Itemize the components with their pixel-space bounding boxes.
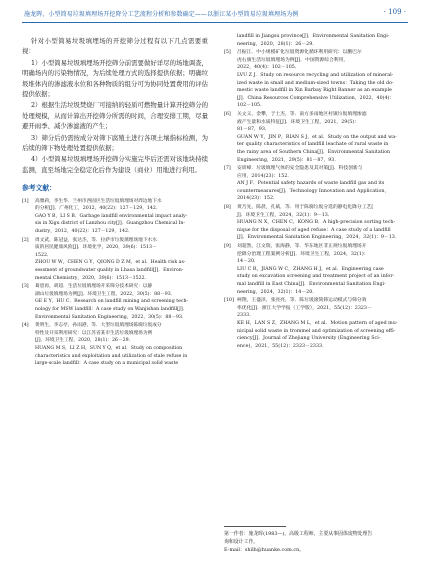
reference-text: mestic waste landfill in Xin Barbay Right Banner as an example — [237, 88, 392, 94]
reference-text: 吕振江．中小规模矿化垃圾资源化循环利用研究：以鹏巴尔 — [237, 50, 362, 56]
reference-text: neering，2020，28(1)：26－29． — [237, 41, 318, 47]
reference-text: sessment of groundwater quality in Lhasa landfill[J]．Environ- — [35, 268, 184, 274]
reference-item — [22, 237, 208, 283]
reference-number: [10] — [224, 298, 234, 304]
reference-text: nicipal solid waste in trommel and optimization of screening effi- — [237, 328, 396, 334]
reference-item — [224, 204, 410, 242]
paragraph: 针对小型简易垃圾填埋场的开挖筛分过程有以下几点需要重视： — [22, 37, 208, 56]
reference-text: landfill in Jiangsu province[J]．Environmental Sanitation Engi- — [237, 34, 390, 39]
reference-text: [J]．China Resources Comprehensive Utilization，2022，40(4)： — [237, 95, 395, 101]
reference-number: [8] — [224, 205, 231, 211]
reference-text: countermeasures[J]．Technology Innovation and Application， — [237, 188, 390, 194]
reference-text: 的分析[J]．广州化工，2012，40(22)：127－129，142． — [35, 206, 161, 212]
reference-item — [224, 297, 410, 350]
reference-text: 2022，40(4)：102－105． — [237, 65, 300, 71]
reference-number: [9] — [224, 244, 231, 250]
references-heading: 参考文献： — [22, 184, 56, 193]
running-header — [22, 4, 408, 23]
reference-item — [224, 165, 410, 203]
reference-number: [2] — [22, 237, 29, 243]
reference-item — [224, 49, 410, 110]
reference-list — [22, 198, 208, 368]
reference-text: ciency[J]．Journal of Zhejiang University (Engineering Sci- — [237, 336, 381, 342]
reference-text: LIU C R，JIANG W C，ZHANG H J，et al．Engineering case — [237, 266, 384, 272]
reference-item — [22, 322, 208, 368]
footnote-line: 第一作者：施龙晖(1983—)，高级工程师，主要从事固体废物处理告 — [224, 531, 373, 537]
reference-text: 关文义，金攀，于土杰，等．南方多雨地区村镇垃圾填埋渗滤 — [237, 111, 367, 117]
reference-item — [22, 198, 208, 236]
reference-text: GUAN W Y，JIN P，RIAN S J，et al．Study on the output and wa- — [237, 134, 397, 140]
reference-text: ized waste in small and medium-sized towns：Taking the old do- — [237, 80, 394, 86]
reference-text: 刘超然，江文瑞，张海静，等．华东地区非正规垃圾填埋场开 — [237, 244, 367, 250]
left-column — [22, 36, 208, 369]
reference-text: 周文武，陈冠益，张达杰，等．拉萨市垃圾填埋场地下水水 — [35, 237, 157, 243]
reference-number: [4] — [22, 323, 29, 329]
reference-item — [224, 111, 410, 164]
reference-text: ZHOU W W，CHEN G Y，QIONG D Z M，et al．Health risk as- — [35, 260, 186, 266]
reference-text: 黄明生，李志亭，孙雨港，等．大型垃圾填埋场陈腐垃圾成分 — [35, 323, 162, 329]
reference-text: large-scale landfill：A case study on a municipal solid waste — [35, 361, 179, 367]
footnote-line: 询和设计工作。 — [224, 539, 259, 545]
reference-text: [J]．Environmental Sanitation Engineering，2024，32(1)：9－13． — [237, 235, 400, 241]
reference-text: 虎右旗生活垃圾填埋场为例[J]．中国资源综合利用， — [237, 57, 349, 63]
reference-text: 应用，2014(23)：152． — [237, 173, 293, 179]
reference-text: Environmental Sanitation Engineering，2022，30(5)：88－93． — [35, 314, 187, 320]
footnote-divider — [224, 526, 286, 527]
reference-text: KE H，LAN S Z，ZHANG M L，et al．Motion pattern of aged mu- — [237, 320, 398, 326]
reference-text: 质的居民健康风险[J]．环境化学，2020，39(6)：1513－ — [35, 245, 157, 251]
reference-text: 湖山垃圾填埋场为例[J]．环境卫生工程，2022，30(5)：88－93． — [35, 291, 176, 297]
reference-text: GE E Y，HU C．Research on landfill mining and screening tech- — [35, 299, 189, 305]
reference-list — [224, 33, 410, 350]
reference-text: neering，2024，32(1)：14－20． — [237, 289, 318, 295]
reference-text: LVU Z J．Study on resource recycling and utilization of mineral- — [237, 72, 394, 78]
reference-text: mental Chemistry，2020，39(6)：1513－1522． — [35, 275, 150, 281]
reference-text: study on excavation screening and treatment project of an infor- — [237, 274, 395, 280]
reference-text: 柯翔，王盛泽，张亮亮，等．陈垃圾滚筒筛运动模式与筛分效 — [237, 298, 367, 304]
reference-text: nique for the disposal of aged refuse：A case study of a landfill — [237, 227, 391, 233]
reference-text: [J]．环境卫生工程，2020，28(1)：26－29． — [35, 338, 134, 344]
reference-number: [6] — [224, 111, 231, 117]
reference-text: HUANG M S，LI Z H，SUN Y Q，et al．Study on composition — [35, 345, 183, 351]
paragraph: 4）小型简易垃圾填埋场开挖筛分实施完毕后还需对该地块持续监测，直至场地完全稳定化后作为建设（商业）用地进行利用。 — [22, 155, 208, 174]
reference-text: 102－105． — [237, 103, 265, 109]
running-header-title: 施龙晖，小型简易垃圾填埋场开挖降分工艺流程分析和参数确定——以浙江某小型简易垃圾填埋场为例 — [24, 11, 299, 18]
reference-item — [22, 283, 208, 321]
reference-text: sis in Xigu district of Lanzhou city[J]．Guangzhou Chemical In- — [35, 221, 185, 227]
reference-text: 14－20． — [237, 259, 259, 265]
reference-number: [5] — [224, 50, 231, 56]
reference-text: the rainy area of Southern China[J]．Environmental Sanitation — [237, 149, 391, 155]
reference-text: 安训峰．垃圾填埋气体的安全隐患及其对策[J]．科技创新与 — [237, 166, 363, 172]
author-footnote — [224, 530, 410, 554]
paragraph: 3）筛分后仍需按成分对筛下腐殖土进行各项土壤指标检测，为后续的筛下物处理处置提供依据； — [22, 133, 208, 153]
reference-text: characteristics and exploitation and utilization of stale refuse in — [35, 353, 188, 359]
reference-text: nology for MSW landfill：A case study on Wanjishan landfill[J]． — [35, 307, 188, 312]
reference-text: 高雅莉，李生华．兰州市西固区生活垃圾填埋场对周边地下水 — [35, 198, 162, 204]
paragraph: 2）根据生活垃圾焚烧厂可接纳的轻质可燃物量计算开挖筛分的处理规模，从而计算出开挖筛分所需的时间，合理安排工期，尽量避开雨季、减少渗滤液的产生； — [22, 101, 208, 131]
reference-text: GAO Y B，LI S B．Garbage landfill environmental impact analy- — [35, 213, 188, 219]
reference-text: 率优化[J]．浙江大学学报（工学版），2021，55(12)：2323－ — [237, 305, 372, 311]
reference-number: [7] — [224, 166, 231, 172]
reference-text: 液产生量和水质特征[J]．环境卫生工程，2021，29(5)： — [237, 119, 359, 125]
paragraph: 1）小型简易垃圾填埋场开挖筛分前需要做好详尽的场地调查，明确场内的污染物情况，为后续处理方式的选择提供依据；明确垃圾堆体内的渗滤液水位和各种物质的组分可为协同处置费用的评估提供依据； — [22, 58, 208, 99]
right-column — [224, 33, 410, 351]
reference-text: 1522． — [35, 252, 52, 258]
page-number: · 109 · — [383, 8, 406, 16]
reference-text: 挖降分治理工程案例分析[J]．环境卫生工程，2024，32(1)： — [237, 251, 369, 257]
reference-item — [224, 33, 410, 48]
reference-text: 81－87，93． — [237, 127, 270, 133]
reference-text: HUANG N X，CHEN C，KONG B．A high-precision sorting tech- — [237, 220, 396, 226]
reference-text: 特性及开采利用研究：以江苏省某市生活垃圾填埋场为例 — [35, 330, 153, 336]
reference-text: 2014(23)：152． — [237, 196, 278, 202]
reference-item — [224, 243, 410, 296]
reference-text: dustry，2012，40(22)：127－129，142． — [35, 229, 133, 235]
reference-number: [1] — [22, 198, 29, 204]
reference-text: AN J F．Potential safety hazards of waste landfill gas and its — [237, 181, 385, 187]
reference-text: ence)，2021，55(12)：2323－2333． — [237, 343, 327, 349]
reference-text: Engineering，2021，29(5)：81－87，93． — [237, 157, 340, 163]
reference-text: 葛恩再，胡超．生活垃圾填埋场开采筛分技术研究：以静 — [35, 284, 153, 290]
reference-text: 黄乃先，陈晨，孔斌，等．用于陈腐垃圾分选的静电化降分工艺[ — [237, 205, 374, 211]
reference-text: J]．环境卫生工程，2024，32(1)：9－13． — [237, 212, 333, 218]
reference-number: [3] — [22, 284, 29, 290]
reference-text: ter quality characteristics of landfill leachate of rural waste in — [237, 142, 389, 148]
reference-text: mal landfill in East China[J]．Environmental Sanitation Engi- — [237, 282, 386, 287]
footnote-email: E-mail：shilh@huanke.com.cn。 — [224, 547, 305, 553]
reference-text: 2333． — [237, 313, 255, 319]
